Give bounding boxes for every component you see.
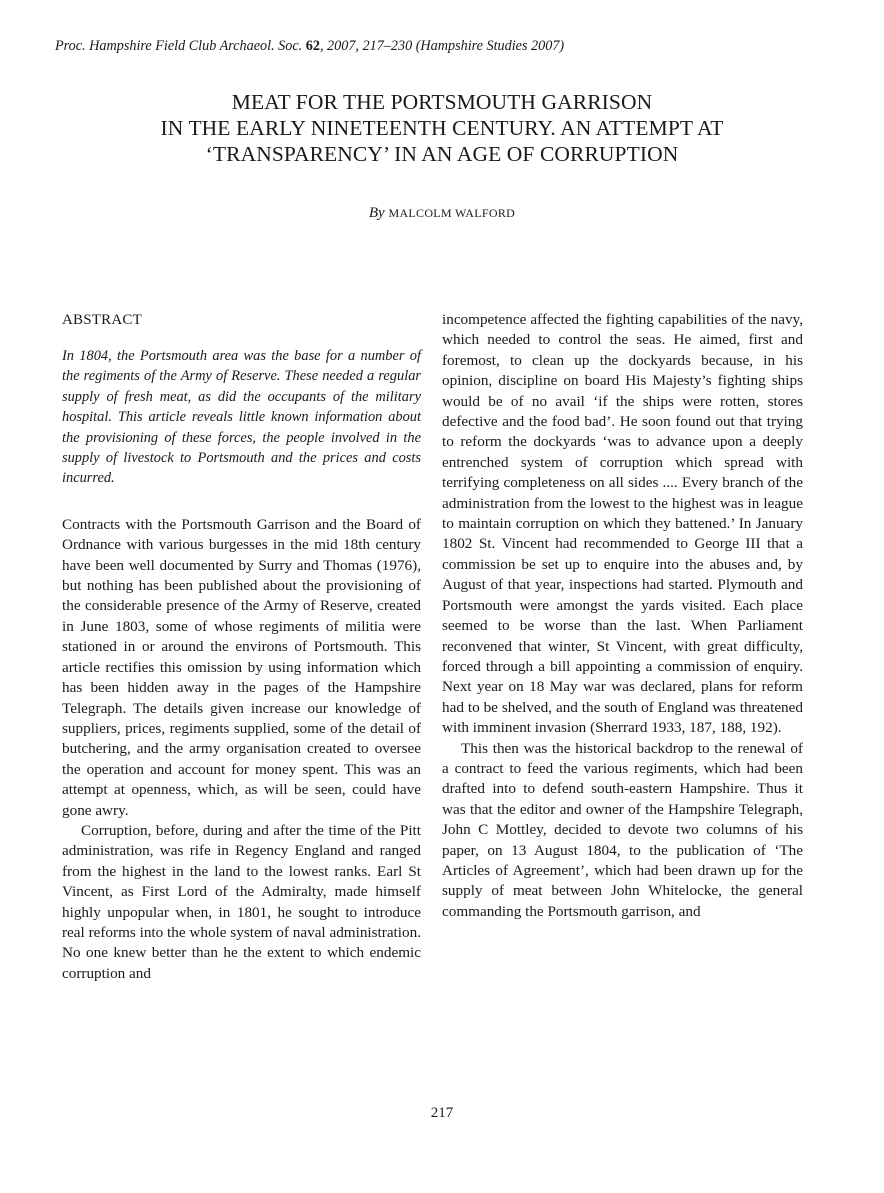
title-line-2: IN THE EARLY NINETEENTH CENTURY. AN ATTEMPT AT [160,116,724,140]
body-paragraph-1: Contracts with the Portsmouth Garrison and the Board of Ordnance with various burgesses in the mid 18th century have been well documented by Surry and Thomas (1976), but nothing has been published about the provisioning of the considerable presence of the Army of Reserve, created in June 1803, some of whose regiments of militia were stationed in or around the environs of Portsmouth. This article rectifies this omission by using information which has been hidden away in the pages of the Hampshire Telegraph. The details given increase our knowledge of suppliers, prices, regiments supplied, some of the detail of butchering, and the army organisation created to oversee the operation and account for money spent. This was an attempt at openness, which, as will be seen, could have gone awry. [62,515,421,819]
page-number: 217 [430,1105,454,1121]
title-line-3: ‘TRANSPARENCY’ IN AN AGE OF CORRUPTION [205,142,679,166]
body-paragraph-3: incompetence affected the fighting capabilities of the navy, which needed to control the seas. He aimed, first and foremost, to clean up the dockyards because, in his opinion, discipline on board His Majesty’s fighting ships would be of no avail ‘if the ships were rotten, stores defective and the food bad’. He soon found out that trying to reform the dockyards ‘was to advance upon a deeply entrenched system of corruption which spread with terrifying completeness on all sides .... Every branch of the administration from the lowest to the highest was in league to maintain corruption on which they battened.’ In January 1802 St. Vincent had recommended to George III that a commission be set up to enquire into the abuses and, by August of that year, inspections had started. Plymouth and Portsmouth were amongst the yards visited. Each place seemed to be worse than the last. When Parliament reconvened that winter, St Vincent, with great difficulty, forced through a bill appointing a commission of enquiry. Next year on 18 May war was declared, plans for reform had to be shelved, and the south of England was threatened with imminent invasion (Sherrard 1933, 187, 188, 192). [442,311,803,737]
body-paragraph-2: Corruption, before, during and after the time of the Pitt administration, was rife in Regency England and ranged from the highest in the land to the lowest ranks. Earl St Vincent, as First Lord of the Admiralty, made himself highly unpopular when, in 1801, he sought to introduce real reforms into the whole system of naval administration. No one knew better than he the extent to which endemic corruption and [62,821,421,982]
abstract-heading: ABSTRACT [62,312,142,328]
running-head [55,38,835,55]
left-column [62,310,421,984]
byline [0,205,884,222]
volume-number: 62 [305,38,320,54]
right-column [442,310,803,922]
abstract-text: In 1804, the Portsmouth area was the base for a number of the regiments of the Army of Reserve. These needed a regular supply of fresh meat, as did the occupants of the military hospital. This article reveals little known information about the provisioning of these forces, the people involved in the supply of livestock to Portsmouth and the prices and costs incurred. [62,348,421,487]
body-paragraph-4: This then was the historical backdrop to the renewal of a contract to feed the various regiments, which had been drafted into to defend south-eastern Hampshire. Thus it was that the editor and owner of the Hampshire Telegraph, John C Mottley, decided to devote two columns of his paper, on 13 August 1804, to the publication of ‘The Articles of Agreement’, which had been drawn up for the supply of meat between John Whitelocke, the general commanding the Portsmouth garrison, and [442,739,803,920]
author-name: MALCOLM WALFORD [388,206,516,220]
title-line-1: MEAT FOR THE PORTSMOUTH GARRISON [231,90,653,114]
citation-details: , 2007, 217–230 (Hampshire Studies 2007) [319,38,565,54]
journal-name: Proc. Hampshire Field Club Archaeol. Soc. [55,38,303,54]
byline-by: By [368,205,385,221]
article-title [60,89,824,167]
